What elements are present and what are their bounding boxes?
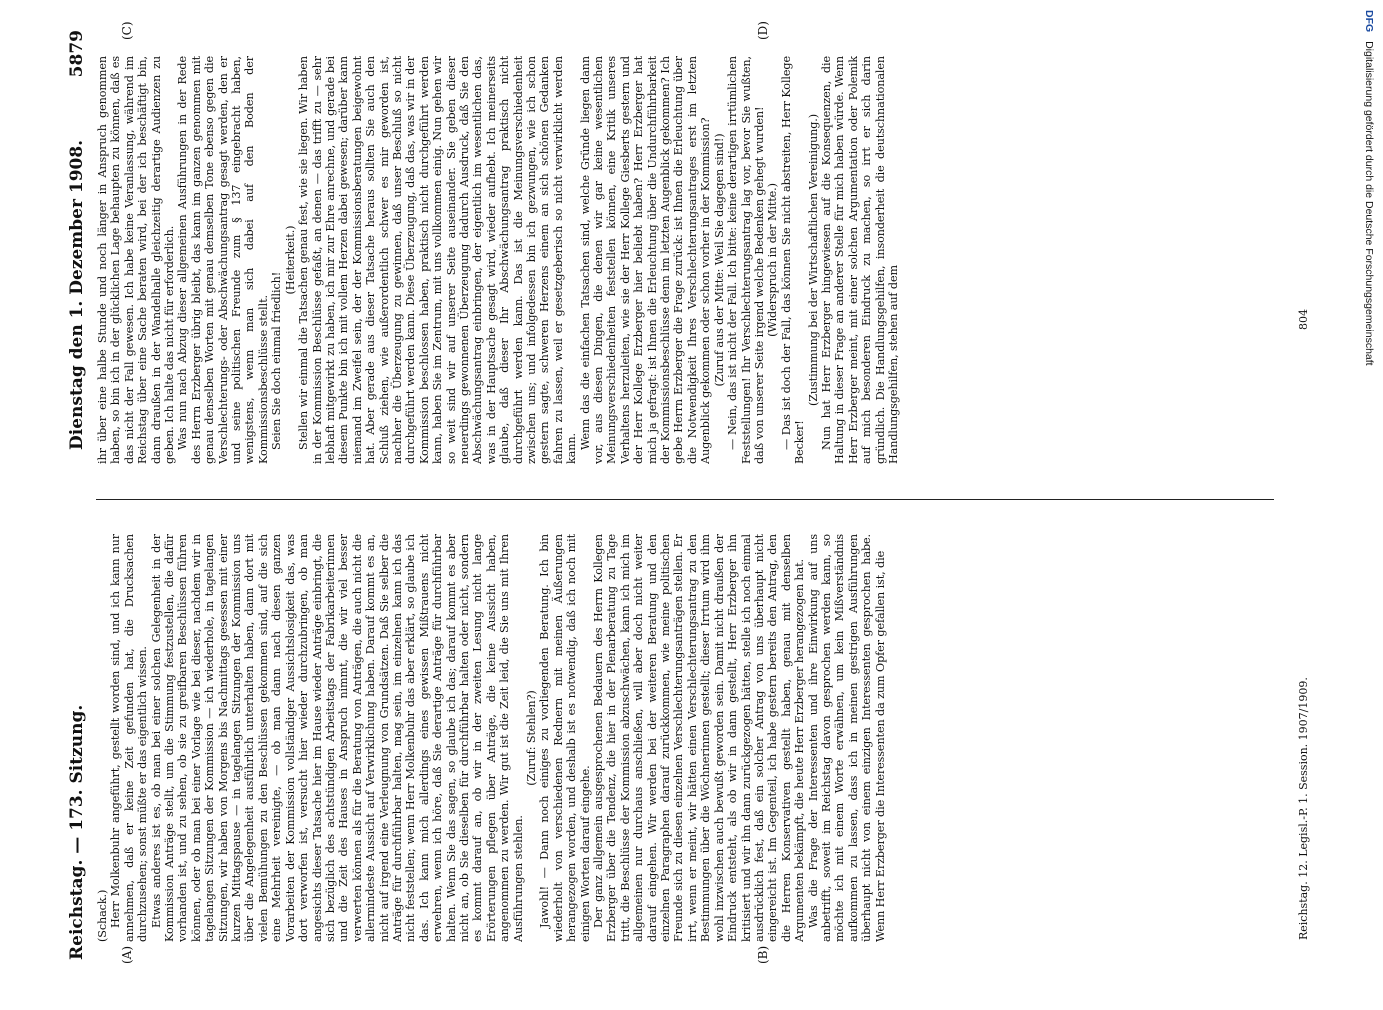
margin-mark-c: (C) bbox=[120, 21, 134, 40]
dfg-logo: DFG bbox=[1363, 10, 1375, 33]
column-divider bbox=[96, 499, 1274, 500]
paragraph: — Das ist doch der Fall, das können Sie nicht abstreiten, Herr Kollege Becker! bbox=[779, 56, 807, 464]
paragraph: ihr über eine halbe Stunde und noch länger in Anspruch genommen haben, so bin ich in der glücklichen Lage behaupten zu können, daß es das nicht der Fall gewesen. Ich habe keine Veranlassung, während im Reichstag über eine Sache beraten wird, bei der ich beschäftigt bin, dann draußen in der Wandelhalle gleichzeitig derartige Audienzen zu geben. Ich halte das nicht für erforderlich. bbox=[96, 56, 177, 464]
paragraph: Was nun nach Abzug dieser allgemeinen Ausführungen in der Rede des Herrn Erzberger übrig bleibt, das kann im ganzen genommen mit genau denselben Worten mit genau demselben Tone ebenso gegen die Verschlechterungs- oder Abschwächungsantrag gesagt werden, den er und seine politischen Freunde zum § 137 eingebracht haben, wenigstens, wenn man sich dabei auf den Boden der Kommissionsbeschlüsse stellt. bbox=[176, 56, 270, 464]
paragraph: Jawohl! — Dann noch einiges zu vorliegenden Beratung. Ich bin wiederholt von verschiedenen Rednern mit meinen Äußerungen herangezogen worden, und deshalb ist es notwendig, daß ich noch mit einigen Worten darauf eingehe. bbox=[538, 534, 592, 942]
running-header-date: Dienstag den 1. Dezember 1908. bbox=[67, 139, 87, 450]
text-column-right bbox=[96, 56, 1292, 464]
interjection: (Zuruf aus der Mitte: Weil Sie dagegen sind!) bbox=[712, 133, 726, 387]
text-column-left bbox=[96, 534, 1292, 942]
interjection: (Zuruf: Stehlen?) bbox=[525, 690, 538, 786]
paragraph: Stellen wir einmal die Tatsachen genau fest, wie sie liegen. Wir haben in der Kommission Beschlüsse gefaßt, an denen — das trifft zu — sehr lebhaft mitgewirkt zu haben, ich mir zur Ehre anrechne, und gerade bei diesem Punkte bin ich mit vollem Herzen dabei gewesen; darüber kann niemand im Zweifel sein, der der Kommissionsberatungen beigewohnt hat. Aber gerade aus dieser Tatsache heraus sollten Sie auch den Schluß ziehen, wie außerordentlich schwer es mir geworden ist, nachher die Überzeugung zu gewinnen, daß unser Beschluß so nicht durchgeführt werden kann. Diese Überzeugung, daß das, was wir in der Kommission beschlossen haben, praktisch nicht durchgeführt werden kann, haben Sie im Zentrum, mit uns vollkommen einig. Nun gehen wir so weit sind wir auf unserer Seite auseinander. Sie geben dieser neuerdings gewonnenen Überzeugung dadurch Ausdruck, daß Sie den Abschwächungsantrag einbringen, der eigentlich im wesentlichen das, was in der Hauptsache gesagt wird, wieder aufhebt. Ich meinerseits glaube, daß dieser Ihr Abschwächungsantrag praktisch nicht durchgeführt werden kann. Das ist die Meinungsverschiedenheit zwischen uns; und infolgedessen bin ich gezwungen, wie ich schon gestern sagte, schweren Herzens einem an sich schönen Gedanken fahren zu lassen, weil er gesetzgeberisch so nicht verwirklicht werden kann. bbox=[297, 56, 579, 464]
paragraph: Was die Frage der Interessenten und ihre Einwirkung auf uns anbetrifft, soweit im Reichstag davon gesprochen werden kann, so möchte ich mit einem Worte erwähnen, um kein Mißverständnis aufkommen zu lassen, dass ich in meinen gestrigen Ausführungen überhaupt nicht von einem einzigen Interessenten gesprochen habe. Wenn Herr Erzberger die Interessenten da zum Opfer gefallen ist, die bbox=[806, 534, 887, 942]
page-number: 5879 bbox=[67, 30, 87, 78]
footer-sheet-number: 804 bbox=[1297, 309, 1310, 330]
running-header-left: Reichstag. — 173. Sitzung. bbox=[67, 704, 87, 960]
paragraph: Etwas anderes ist es, ob man bei einer solchen Gelegenheit in der Kommission Anträge stellt, um die Stimmung festzustellen, die dafür vorhanden ist, und zu sehen, ob sie zu greifbaren Beschlüssen führen können, oder ob man bei einer Vorlage wie bei dieser, nachdem wir in tagelangen Sitzungen der Kommission — ich wiederhole, in tagelangen Sitzungen, wir haben von Morgens bis Nachmittags gesessen mit einer kurzen Mittagspause — in tagelangen Sitzungen der Kommission uns über die Angelegenheit ausführlich unterhalten haben, dann dort mit vielen Bemühungen zu den Beschlüssen gekommen sind, auf die sich eine Mehrheit vereinigte, — ob man dann nach diesen ganzen Vorarbeiten der Kommission vollständiger Aussichtslosigkeit das, was dort verworfen ist, versucht hier wieder durchzubringen, ob man angesichts dieser Tatsache hier im Hause wieder Anträge einbringt, die sich bezüglich des achtstündigen Arbeitstags der Fabrikarbeiterinnen und die Zeit des Hauses in Anspruch nimmt, die wir viel besser verwerten können als für die Beratung von Anträgen, die auch nicht die allermindeste Aussicht auf Verwirklichung haben. Darauf kommt es an, nicht auf irgend eine Verleugnung von Grundsätzen. Daß Sie selber die Anträge für durchführbar halten, mag sein, im einzelnen kann ich das nicht feststellen; wenn Herr Molkenbuhr das aber erklärt, so glaube ich das. Ich kann mich allerdings eines gewissen Mißtrauens nicht erwehren, wenn ich höre, daß Sie derartige Anträge für durchführbar halten. Wenn Sie das sagen, so glaube ich das; darauf kommt es aber nicht an, ob Sie dieselben für durchführbar halten oder nicht, sondern es kommt darauf an, ob wir in der zweiten Lesung nicht lange Erörterungen pflegen über Anträge, die keine Aussicht haben, angenommen zu werden. Wir gut ist die Zeit leid, die Sie uns mit Ihren Ausführungen stehlen. bbox=[149, 534, 525, 942]
paragraph: — Nein, das ist nicht der Fall. Ich bitte: keine derartigen irrtümlichen Feststellungen! Ihr Verschlechterungsantrag lag vor, bevor Sie wußten, daß von unserer Seite irgend welche Bedenken gehegt wurden! bbox=[726, 56, 766, 464]
document-page bbox=[56, 20, 1314, 970]
paragraph: Seien Sie doch einmal friedlich! bbox=[270, 271, 284, 450]
interjection: (Heiterkeit.) bbox=[283, 225, 297, 295]
margin-mark-a: (A) bbox=[120, 945, 134, 964]
interjection: (Widerspruch in der Mitte.) bbox=[766, 183, 780, 337]
credit-text: Digitalisierung gefördert durch die Deutsche Forschungsgemeinschaft bbox=[1363, 41, 1375, 366]
speaker-tag: (Schack.) bbox=[96, 889, 109, 942]
paragraph: Nun hat Herr Erzberger hingewiesen auf die Konsequenzen, die Haltung in dieser Frage an anderer Stelle für mich haben würde. Wenn Herr Erzberger meint, mit einer solchen Argumentation oder Polemik auf mich besonderen Eindruck zu machen, so irrt er sich darin gründlich. Die Handlungsgehilfen, insonderheit die deutschnationalen Handlungsgehilfen, stehen auf dem bbox=[819, 56, 900, 464]
footer-session-info: Reichstag. 12. Legisl.-P. 1. Session. 1907/1909. bbox=[1297, 677, 1310, 940]
paragraph: Wenn das die einfachen Tatsachen sind, welche Gründe liegen dann vor, aus diesen Dingen, die denen wir gar keine wesentlichen Meinungsverschiedenheiten feststellen können, eine Kritik unseres Verhaltens herzuleiten, wie sie der Herr Kollege Giesberts gestern und der Herr Kollege Erzberger hier beliebt haben? Herr Erzberger hat mich ja gefragt: ist Ihnen die Erleuchtung über die Undurchführbarkeit der Kommissionsbeschlüsse denn im letzten Augenblick gekommen? Ich gebe Herrn Erzberger die Frage zurück: ist Ihnen die Erleuchtung über die Notwendigkeit Ihres Verschlechterungsantrages erst im letzten Augenblick gekommen oder schon vorher in der Kommission? bbox=[578, 56, 713, 464]
interjection: (Zustimmung bei der Wirtschaftlichen Vereinigung.) bbox=[806, 114, 820, 407]
paragraph: Herr Molkenbuhr angeführt, gestellt worden sind, und ich kann nur annehmen, daß er keine Zeit gefunden hat, die Drucksachen durchzusehen; sonst müßte er das eigentlich wissen. bbox=[109, 534, 150, 942]
paragraph: Der ganz allgemein ausgesprochenen Bedauern des Herrn Kollegen Erzberger über die Tendenz, die hier in der Plenarberatung zu Tage tritt, die Beschlüsse der Kommission abzuschwächen, kann ich mich im allgemeinen nur durchaus anschließen, will aber doch nicht weiter darauf eingehen. Wir werden bei der weiteren Beratung und den einzelnen Paragraphen darauf zurückkommen, wie meine politischen Freunde sich zu diesen einzelnen Verschlechterungsanträgen stellen. Er irrt, wenn er meint, wir hätten einen Verschlechterungsantrag zu den Bestimmungen über die Wöchnerinnen gestellt; dieser Irrtum wird ihm wohl inzwischen auch bewußt geworden sein. Damit nicht draußen der Eindruck entsteht, als ob wir in dann gestellt, Herr Erzberger ihn kritisiert und wir ihn dann zurückgezogen hätten, stelle ich noch einmal ausdrücklich fest, daß ein solcher Antrag von uns überhaupt nicht eingereicht ist. Im Gegenteil, ich habe gestern bereits den Antrag, den die Herren Konservativen gestellt haben, genau mit denselben Argumenten bekämpft, die heute Herr Erzberger herangezogen hat. bbox=[592, 534, 807, 942]
digitization-credit bbox=[1361, 10, 1375, 1010]
margin-mark-b: (B) bbox=[756, 945, 770, 964]
margin-mark-d: (D) bbox=[756, 21, 770, 40]
